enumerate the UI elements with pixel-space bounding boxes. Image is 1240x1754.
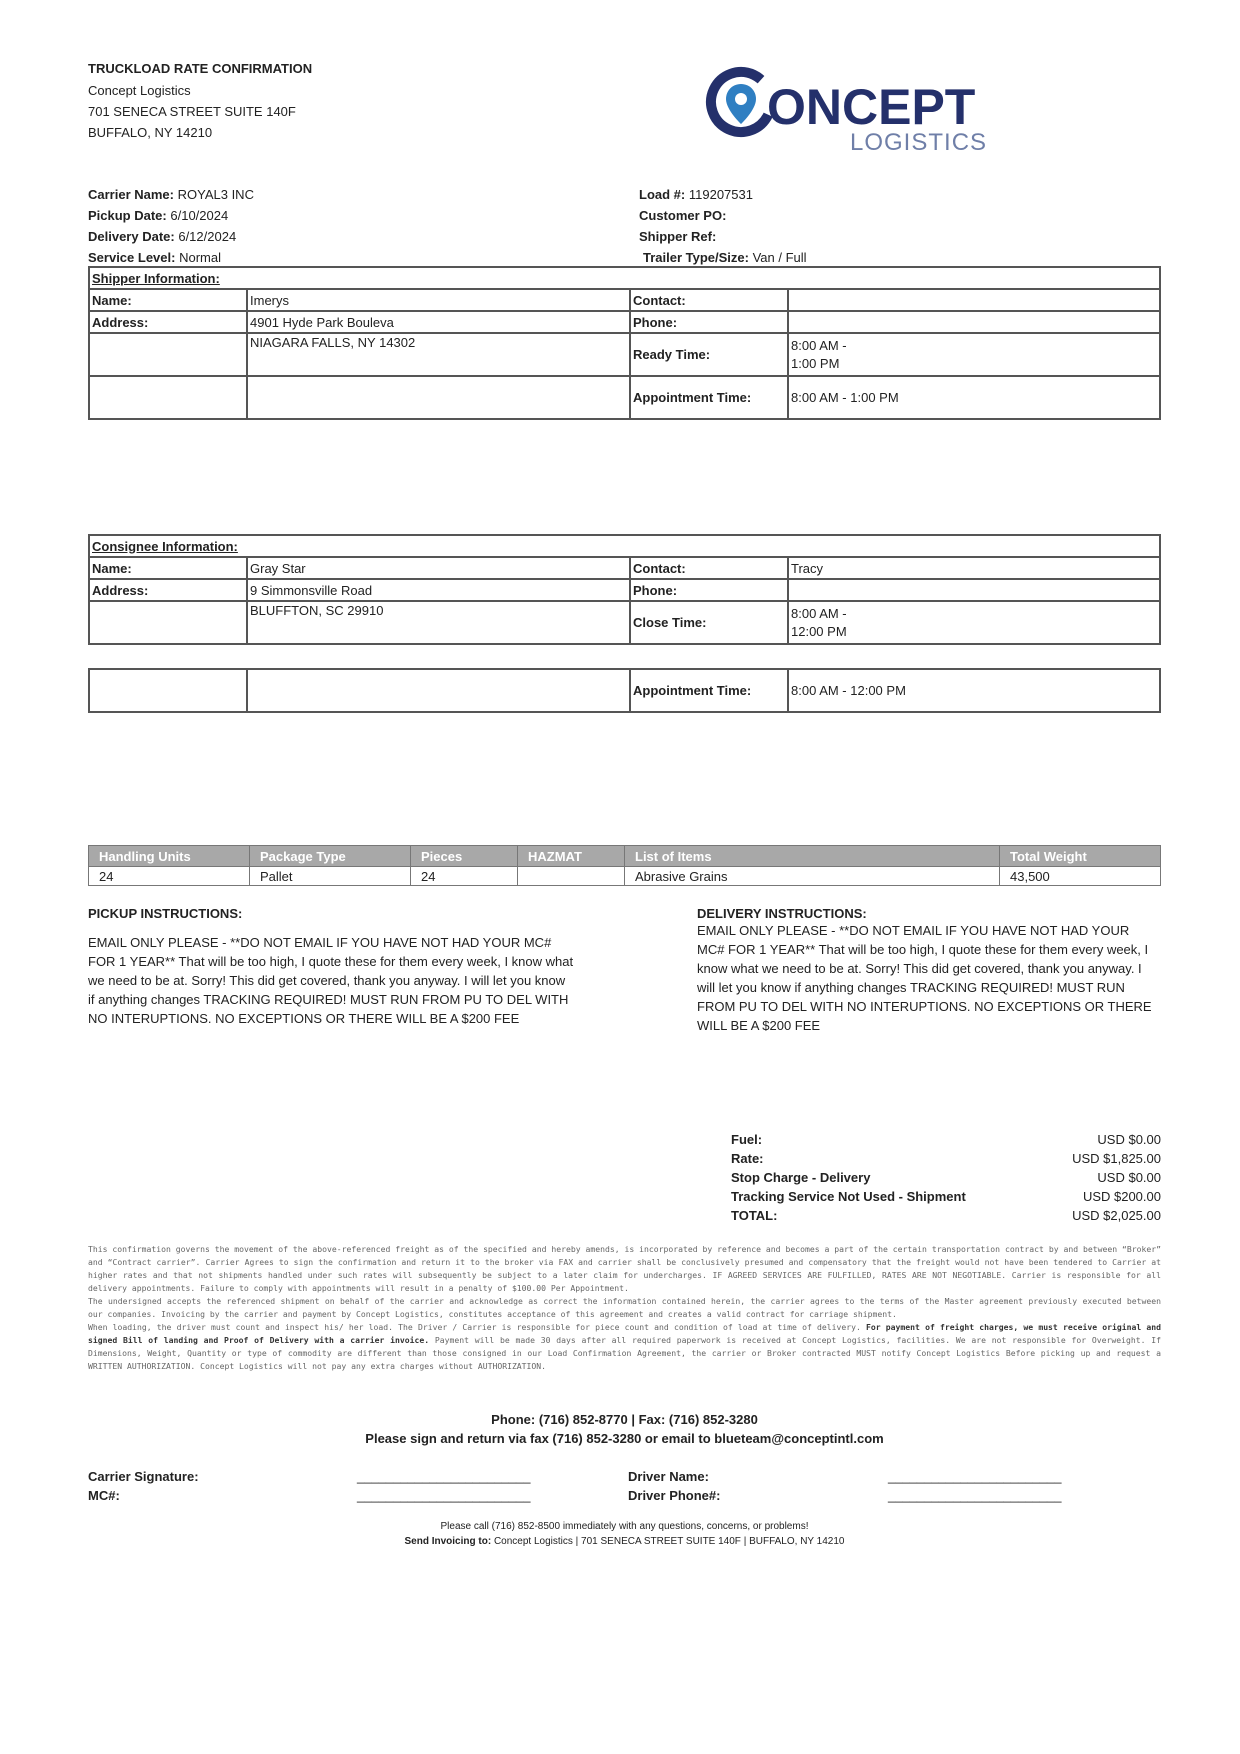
charges-summary <box>731 1130 1161 1225</box>
summary-left <box>88 184 254 268</box>
col-handling-units: Handling Units <box>89 846 250 867</box>
invoice-address: Concept Logistics | 701 SENECA STREET SUITE 140F | BUFFALO, NY 14210 <box>493 1536 845 1547</box>
legal-paragraph-2: The undersigned accepts the referenced shipment on behalf of the carrier and acknowledge as correct the information contained herein, the carrier agrees to the terms of the Master agreement previously executed between our companies. Invoicing by the carrier and payment by Concept Logistics, constitutes acceptance of this agreement and creates a valid contract for carriage shipment. <box>88 1296 1161 1319</box>
shipper-address-label: Address: <box>89 311 247 333</box>
shipper-appointment-label: Appointment Time: <box>630 376 788 419</box>
shipper-appointment: 8:00 AM - 1:00 PM <box>788 376 1160 419</box>
driver-name-label: Driver Name: <box>628 1469 709 1484</box>
invoice-label: Send Invoicing to: <box>404 1536 492 1547</box>
shipper-name: Imerys <box>247 289 630 311</box>
trailer-value: Van / Full <box>752 250 807 265</box>
legal-paragraph-3: When loading, the driver must count and inspect his/ her load. The Driver / Carrier is responsible for piece count and condition of load at time of delivery. For payment of freight charges, we must receive original and signed Bill of landing and Proof of Delivery with a carrier invoice. Payment will be made 30 days after all required paperwork is received at Concept Logistics, facilities. We are not responsible for Overweight. If Dimensions, Weight, Quantity or type of commodity are different than those consigned in our Load Confirmation Agreement, the carrier or Broker contracted MUST notify Concept Logistics Before picking up and request a WRITTEN AUTHORIZATION. Concept Logistics will not pay any extra charges without AUTHORIZATION. <box>88 1322 1162 1371</box>
company-name: Concept Logistics <box>88 83 191 98</box>
carrier-signature-label: Carrier Signature: <box>88 1469 199 1484</box>
logo-mark <box>705 66 995 158</box>
delivery-date-label: Delivery Date: <box>88 229 175 244</box>
logo-word-logistics: LOGISTICS <box>850 129 988 156</box>
legal-paragraph-1: This confirmation governs the movement of the above-referenced freight as of the specified and hereby amends, is incorporated by reference and becomes a part of the certain transportation contract by and between “Broker” and “Contract carrier”. Carrier Agrees to sign the confirmation and return it to the broker via FAX and carrier shall be conclusively presumed and compensatory that the freight would not have been tendered to Carrier at higher rates and that not shipments handled under such rates will subsequently be subject to a later claim for undercharges. IF AGREED SERVICES ARE FULFILLED, RATES ARE NOT NEGOTIABLE. Carrier is responsible for all delivery appointments. Failure to comply with appointments will result in a penalty of $100.00 Per Appointment. <box>88 1244 1161 1293</box>
col-hazmat: HAZMAT <box>518 846 625 867</box>
service-level-value: Normal <box>179 250 221 265</box>
col-total-weight: Total Weight <box>1000 846 1161 867</box>
charge-row-tracking: Tracking Service Not Used - Shipment USD $200.00 <box>731 1189 1161 1204</box>
signature-right-labels <box>628 1467 720 1505</box>
consignee-contact-label: Contact: <box>630 557 788 579</box>
close-time: 8:00 AM - 12:00 PM <box>788 601 1160 644</box>
charge-row-fuel: Fuel: USD $0.00 <box>731 1132 1161 1147</box>
charge-row-total: TOTAL: USD $2,025.00 <box>731 1208 1161 1223</box>
pickup-instructions <box>88 906 608 1028</box>
items-table <box>88 845 1161 886</box>
driver-phone-label: Driver Phone#: <box>628 1488 721 1503</box>
sign-return-notice: Please sign and return via fax (716) 852-3280 or email to blueteam@conceptintl.com <box>365 1431 884 1446</box>
consignee-heading: Consignee Information: <box>89 535 1160 557</box>
shipper-city: NIAGARA FALLS, NY 14302 <box>247 333 630 376</box>
carrier-signature-line[interactable]: ________________________ <box>357 1469 531 1484</box>
shipper-name-label: Name: <box>89 289 247 311</box>
header-block <box>88 61 312 143</box>
col-pieces: Pieces <box>411 846 518 867</box>
shipper-address: 4901 Hyde Park Bouleva <box>247 311 630 333</box>
shipper-phone <box>788 311 1160 333</box>
delivery-instructions-title: DELIVERY INSTRUCTIONS: <box>697 906 867 921</box>
summary-right <box>639 184 807 268</box>
driver-phone-line[interactable]: ________________________ <box>888 1488 1062 1503</box>
pickup-date-label: Pickup Date: <box>88 208 167 223</box>
pickup-instructions-body: EMAIL ONLY PLEASE - **DO NOT EMAIL IF YOU HAVE NOT HAD YOUR MC# FOR 1 YEAR** That will be too high, I quote these for them every week, I know what we need to be at. Sorry! This did get covered, thank you anyway. I will let you know if anything changes TRACKING REQUIRED! MUST RUN FROM PU TO DEL WITH NO INTERUPTIONS. NO EXCEPTIONS OR THERE WILL BE A $200 FEE <box>88 935 574 1026</box>
consignee-name-label: Name: <box>89 557 247 579</box>
driver-name-line[interactable]: ________________________ <box>888 1469 1062 1484</box>
ready-time-label: Ready Time: <box>630 333 788 376</box>
shipper-heading: Shipper Information: <box>89 267 1160 289</box>
shipper-ref-label: Shipper Ref: <box>639 229 717 244</box>
carrier-label: Carrier Name: <box>88 187 174 202</box>
load-number-value: 119207531 <box>688 187 753 202</box>
consignee-appointment-label: Appointment Time: <box>630 669 788 712</box>
pickup-date-value: 6/10/2024 <box>170 208 229 223</box>
trailer-label: Trailer Type/Size: <box>643 250 749 265</box>
consignee-name: Gray Star <box>247 557 630 579</box>
footer-call-notice: Please call (716) 852-8500 immediately with any questions, concerns, or problems! <box>440 1521 809 1532</box>
shipper-contact-label: Contact: <box>630 289 788 311</box>
charge-row-stop: Stop Charge - Delivery USD $0.00 <box>731 1170 1161 1185</box>
consignee-contact: Tracy <box>788 557 1160 579</box>
pickup-instructions-title: PICKUP INSTRUCTIONS: <box>88 906 243 921</box>
consignee-appointment-table <box>88 668 1161 713</box>
consignee-city: BLUFFTON, SC 29910 <box>247 601 630 644</box>
delivery-instructions <box>697 906 1167 1035</box>
customer-po-label: Customer PO: <box>639 208 727 223</box>
company-address-2: BUFFALO, NY 14210 <box>88 125 213 140</box>
consignee-table <box>88 534 1161 645</box>
company-address-1: 701 SENECA STREET SUITE 140F <box>88 104 296 119</box>
col-list-of-items: List of Items <box>625 846 1000 867</box>
load-number-label: Load #: <box>639 187 686 202</box>
phone-fax: Phone: (716) 852-8770 | Fax: (716) 852-3280 <box>491 1412 758 1427</box>
footer-invoicing <box>88 1534 1161 1549</box>
items-header-row <box>89 846 1161 867</box>
consignee-address: 9 Simmonsville Road <box>247 579 630 601</box>
service-level-label: Service Level: <box>88 250 176 265</box>
signature-right-lines <box>888 1467 1062 1505</box>
consignee-phone-label: Phone: <box>630 579 788 601</box>
legal-terms <box>88 1243 1161 1373</box>
close-time-label: Close Time: <box>630 601 788 644</box>
consignee-address-label: Address: <box>89 579 247 601</box>
shipper-phone-label: Phone: <box>630 311 788 333</box>
delivery-instructions-body: EMAIL ONLY PLEASE - **DO NOT EMAIL IF YOU HAVE NOT HAD YOUR MC# FOR 1 YEAR** That will be too high, I quote these for them every week, I know what we need to be at. Sorry! This did get covered, thank you anyway. I will let you know if anything changes TRACKING REQUIRED! MUST RUN FROM PU TO DEL WITH NO INTERUPTIONS. NO EXCEPTIONS OR THERE WILL BE A $200 FEE <box>697 923 1152 1033</box>
table-row: 24 Pallet 24 Abrasive Grains 43,500 <box>89 867 1161 886</box>
signature-left-lines <box>357 1467 531 1505</box>
mc-line[interactable]: ________________________ <box>357 1488 531 1503</box>
logo-word-concept: ONCEPT <box>767 79 976 135</box>
shipper-contact <box>788 289 1160 311</box>
col-package-type: Package Type <box>250 846 411 867</box>
signature-left-labels <box>88 1467 199 1505</box>
delivery-date-value: 6/12/2024 <box>178 229 237 244</box>
charge-row-rate: Rate: USD $1,825.00 <box>731 1151 1161 1166</box>
company-logo <box>705 66 995 158</box>
consignee-appointment: 8:00 AM - 12:00 PM <box>788 669 1160 712</box>
ready-time: 8:00 AM - 1:00 PM <box>788 333 1160 376</box>
carrier-value: ROYAL3 INC <box>177 187 254 202</box>
document-title: TRUCKLOAD RATE CONFIRMATION <box>88 61 313 76</box>
shipper-table <box>88 266 1161 420</box>
consignee-phone <box>788 579 1160 601</box>
mc-label: MC#: <box>88 1488 120 1503</box>
